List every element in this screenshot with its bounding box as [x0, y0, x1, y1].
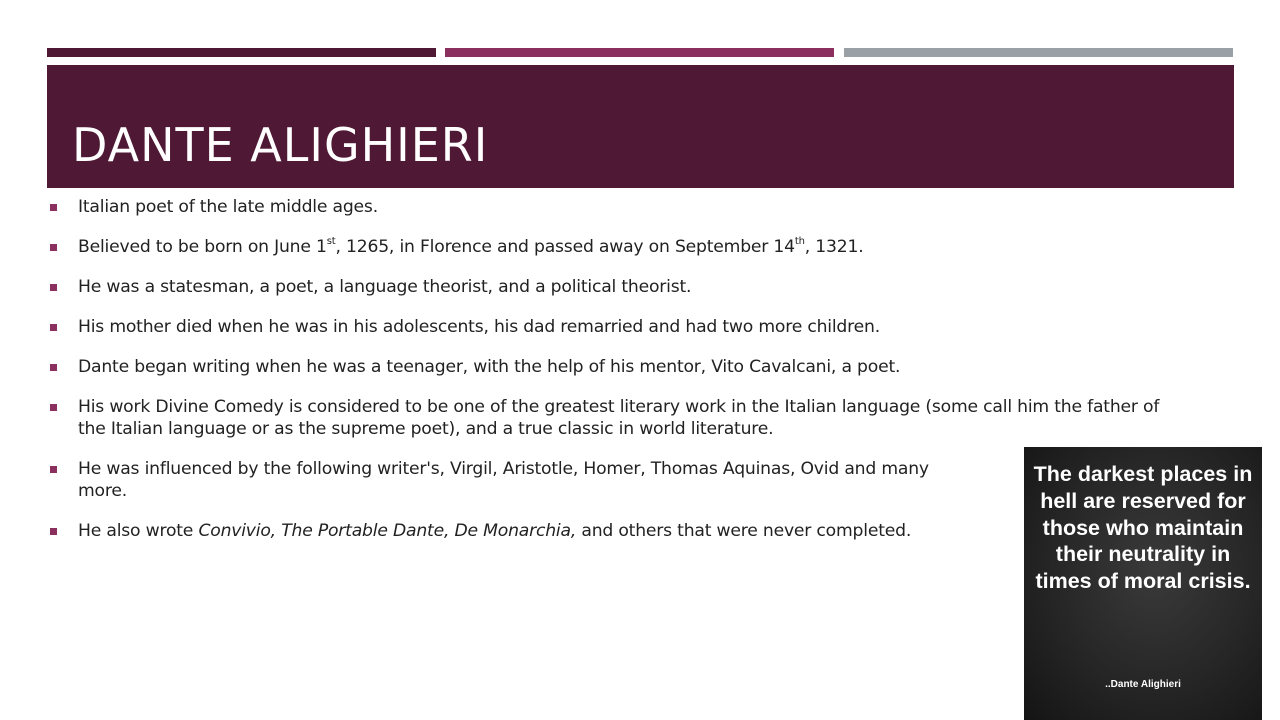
- bullet-text: He also wrote Convivio, The Portable Dante, De Monarchia, and others that were never completed.: [78, 521, 912, 541]
- square-bullet-icon: [50, 204, 57, 211]
- ordinal-suffix: th: [794, 236, 805, 248]
- quote-text: The darkest places in hell are reserved for those who maintain their neutrality in times of moral crisis.: [1033, 462, 1253, 594]
- square-bullet-icon: [50, 528, 57, 535]
- title-band: [47, 65, 1234, 188]
- bullet-item: [47, 236, 1187, 258]
- bullet-text: Believed to be born on June 1st, 1265, in Florence and passed away on September 14th, 1321.: [78, 236, 864, 257]
- bullet-text: He was a statesman, a poet, a language theorist, and a political theorist.: [78, 277, 692, 297]
- bullet-text: Dante began writing when he was a teenager, with the help of his mentor, Vito Cavalcani, a poet.: [78, 357, 901, 377]
- bullet-text: Italian poet of the late middle ages.: [78, 197, 378, 217]
- quote-image: [1024, 447, 1262, 720]
- bullet-text: His work Divine Comedy is considered to be one of the greatest literary work in the Italian language (some call him the father of the Italian language or as the supreme poet), and a true classic in world literature.: [78, 397, 1160, 439]
- square-bullet-icon: [50, 404, 57, 411]
- bullet-text: His mother died when he was in his adolescents, his dad remarried and had two more children.: [78, 317, 880, 337]
- bullet-list: [47, 196, 1187, 560]
- accent-bar-dark: [47, 48, 436, 57]
- square-bullet-icon: [50, 466, 57, 473]
- bullet-text: He was influenced by the following writer's, Virgil, Aristotle, Homer, Thomas Aquinas, Ovid and many more.: [78, 459, 929, 501]
- bullet-item: [47, 276, 1187, 298]
- accent-bar-gray: [844, 48, 1233, 57]
- accent-bar-magenta: [445, 48, 834, 57]
- quote-attribution: ..Dante Alighieri: [1105, 679, 1181, 690]
- bullet-item: [47, 356, 1187, 378]
- bullet-item: [47, 520, 1187, 542]
- bullet-item: [47, 316, 1187, 338]
- square-bullet-icon: [50, 244, 57, 251]
- square-bullet-icon: [50, 364, 57, 371]
- bullet-item: [47, 458, 1187, 502]
- slide-title: DANTE ALIGHIERI: [72, 118, 489, 172]
- works-list: Convivio, The Portable Dante, De Monarchia,: [198, 521, 577, 541]
- square-bullet-icon: [50, 284, 57, 291]
- bullet-item: [47, 396, 1187, 440]
- bullet-item: [47, 196, 1187, 218]
- square-bullet-icon: [50, 324, 57, 331]
- ordinal-suffix: st: [326, 236, 336, 248]
